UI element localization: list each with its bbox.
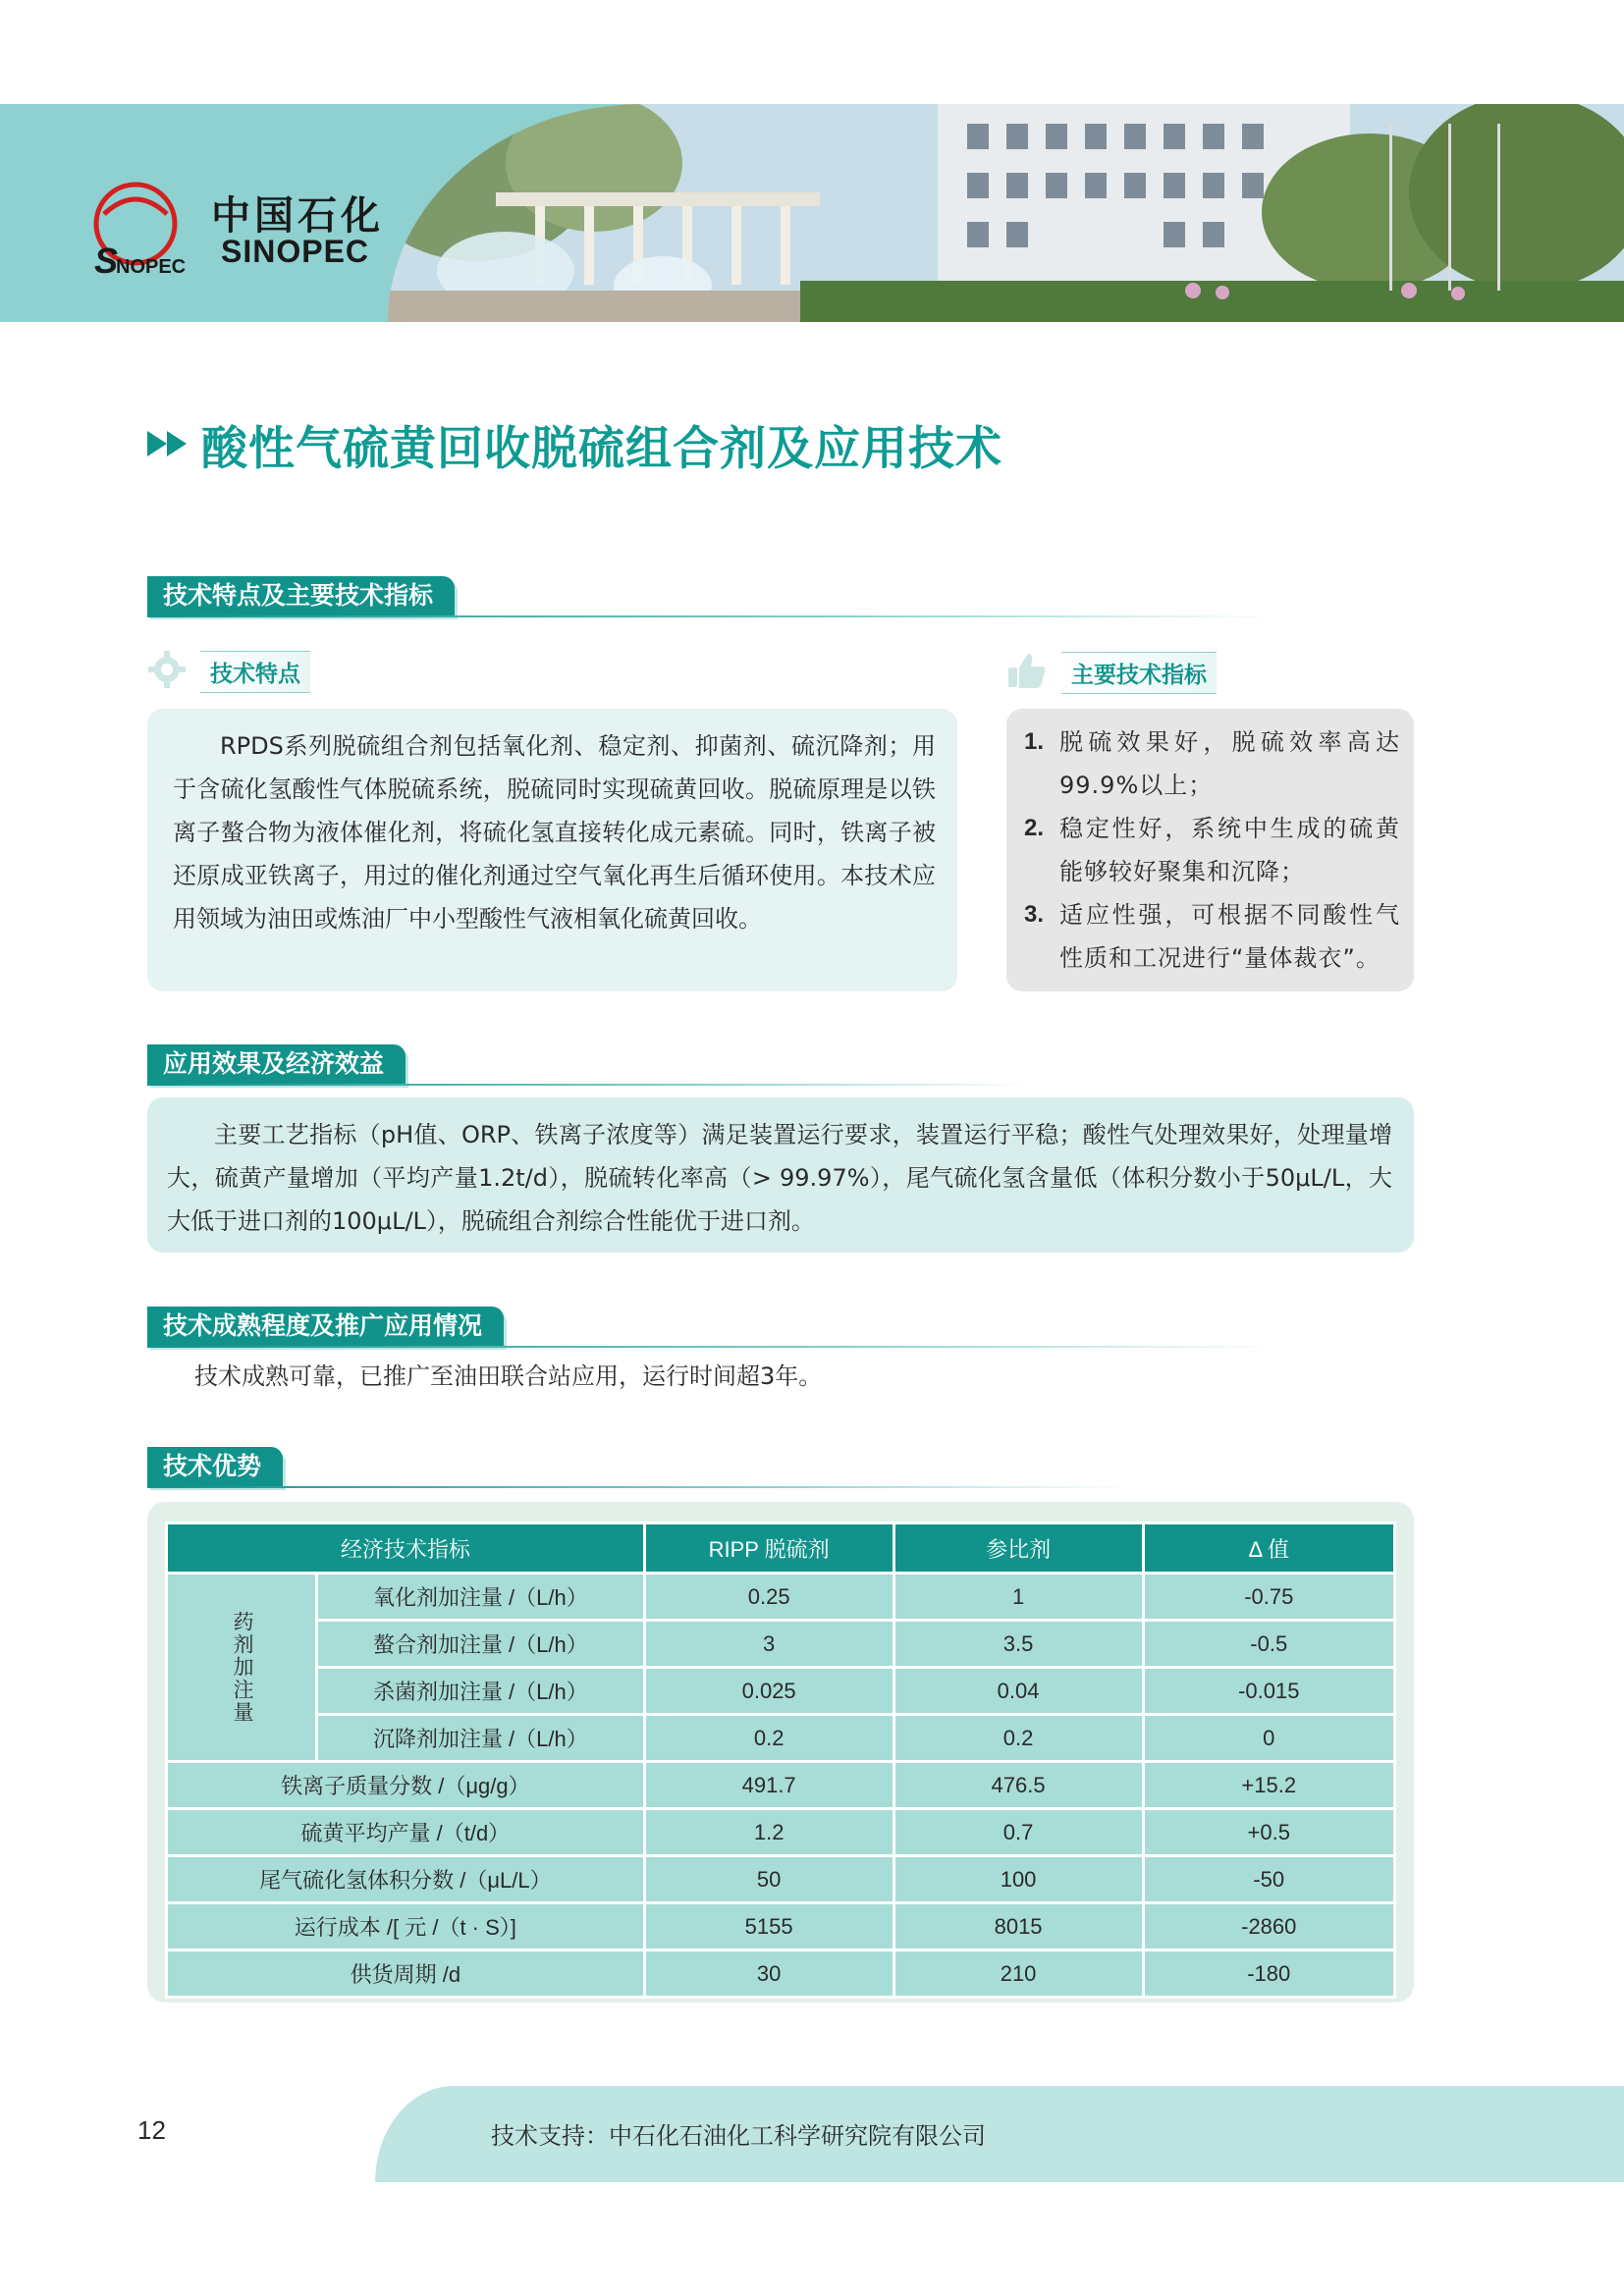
table-cell: -50 <box>1143 1856 1394 1903</box>
section-divider <box>147 615 1276 617</box>
indicator-number: 3. <box>1024 901 1045 928</box>
features-box <box>147 709 957 991</box>
table-cell: 沉降剂加注量 /（L/h） <box>317 1715 645 1762</box>
table-cell: 铁离子质量分数 /（μg/g） <box>167 1762 645 1809</box>
svg-text:S: S <box>94 240 119 281</box>
section-heading-label: 技术优势 <box>147 1447 283 1486</box>
indicator-item <box>1024 721 1400 807</box>
table-cell: 210 <box>893 1950 1143 1998</box>
table-row <box>167 1856 1395 1903</box>
table-cell: -0.015 <box>1143 1668 1394 1715</box>
campus-photo-illustration <box>388 104 1624 322</box>
table-row <box>167 1950 1395 1998</box>
section-heading-features <box>147 574 1276 617</box>
page-number: 12 <box>137 2115 166 2145</box>
subhead-indicators-label: 主要技术指标 <box>1061 652 1217 694</box>
table-cell: 0 <box>1143 1715 1394 1762</box>
table-row <box>167 1809 1395 1856</box>
indicator-item <box>1024 807 1400 893</box>
table-cell: 491.7 <box>644 1762 893 1809</box>
table-cell: 供货周期 /d <box>167 1950 645 1998</box>
section-divider <box>147 1486 1129 1488</box>
table-cell: 3.5 <box>893 1621 1143 1668</box>
section-heading-label: 技术特点及主要技术指标 <box>147 576 455 615</box>
indicator-number: 1. <box>1024 728 1045 755</box>
table-cell: 0.2 <box>644 1715 893 1762</box>
table-cell: 100 <box>893 1856 1143 1903</box>
table-header-cell: 经济技术指标 <box>167 1523 645 1574</box>
section-divider <box>147 1346 1276 1348</box>
effect-box <box>147 1097 1414 1253</box>
sinopec-logo-icon <box>86 175 194 287</box>
section-divider <box>147 1084 1031 1086</box>
svg-text:NOPEC: NOPEC <box>116 256 187 278</box>
table-cell: 5155 <box>644 1903 893 1950</box>
table-cell: 8015 <box>893 1903 1143 1950</box>
table-row <box>167 1903 1395 1950</box>
advantage-table <box>165 1522 1396 1999</box>
effect-text: 主要工艺指标（pH值、ORP、铁离子浓度等）满足装置运行要求，装置运行平稳；酸性气处理效果好，处理量增大，硫黄产量增加（平均产量1.2t/d），脱硫转化率高（> 99.97%），尾气硫化氢含量低（体积分数小于50μL/L，大大低于进口剂的100μL/L），脱硫组合剂综合性能优于进口剂。 <box>167 1121 1392 1235</box>
section-heading-effect <box>147 1042 1276 1086</box>
table-header-cell: 参比剂 <box>893 1523 1143 1574</box>
gear-icon <box>147 650 187 693</box>
table-cell: 尾气硫化氢体积分数 /（μL/L） <box>167 1856 645 1903</box>
thumbs-up-icon <box>1006 650 1048 695</box>
table-header-cell: RIPP 脱硫剂 <box>644 1523 893 1574</box>
section-heading-advantage <box>147 1445 1129 1488</box>
table-cell: 476.5 <box>893 1762 1143 1809</box>
table-row <box>167 1715 1395 1762</box>
table-row <box>167 1574 1395 1621</box>
table-cell: -2860 <box>1143 1903 1394 1950</box>
table-cell: 50 <box>644 1856 893 1903</box>
table-cell: 0.25 <box>644 1574 893 1621</box>
indicator-text: 适应性强，可根据不同酸性气性质和工况进行“量体裁衣”。 <box>1059 901 1400 972</box>
indicator-item <box>1024 893 1400 980</box>
table-cell: 1.2 <box>644 1809 893 1856</box>
section-heading-maturity <box>147 1305 1276 1348</box>
indicator-text: 脱硫效果好，脱硫效率高达99.9%以上； <box>1059 728 1400 799</box>
subhead-features <box>147 650 310 693</box>
table-header-cell: Δ 值 <box>1143 1523 1394 1574</box>
indicators-box <box>1006 709 1414 991</box>
table-cell: 运行成本 /[ 元 /（t · S）] <box>167 1903 645 1950</box>
row-group-label: 药剂加注量 <box>167 1574 317 1762</box>
table-row <box>167 1621 1395 1668</box>
table-cell: 1 <box>893 1574 1143 1621</box>
table-cell: -180 <box>1143 1950 1394 1998</box>
indicator-text: 稳定性好，系统中生成的硫黄能够较好聚集和沉降； <box>1059 815 1400 885</box>
table-cell: 硫黄平均产量 /（t/d） <box>167 1809 645 1856</box>
table-cell: 30 <box>644 1950 893 1998</box>
table-row <box>167 1762 1395 1809</box>
maturity-text: 技术成熟可靠，已推广至油田联合站应用，运行时间超3年。 <box>194 1362 823 1390</box>
table-cell: +0.5 <box>1143 1809 1394 1856</box>
table-cell: 0.025 <box>644 1668 893 1715</box>
footer-support-text: 技术支持：中石化石油化工科学研究院有限公司 <box>491 2122 986 2150</box>
logo-english-name: SINOPEC <box>221 234 370 269</box>
table-header-row <box>167 1523 1395 1574</box>
table-cell: 3 <box>644 1621 893 1668</box>
advantage-table-panel <box>147 1502 1414 2002</box>
table-cell: 螯合剂加注量 /（L/h） <box>317 1621 645 1668</box>
table-cell: 0.2 <box>893 1715 1143 1762</box>
indicator-number: 2. <box>1024 815 1045 841</box>
table-cell: 氧化剂加注量 /（L/h） <box>317 1574 645 1621</box>
subhead-features-label: 技术特点 <box>200 651 310 693</box>
table-cell: -0.75 <box>1143 1574 1394 1621</box>
page-title: 酸性气硫黄回收脱硫组合剂及应用技术 <box>201 422 1002 476</box>
logo-chinese-name: 中国石化 <box>211 192 384 239</box>
table-cell: 0.04 <box>893 1668 1143 1715</box>
features-text: RPDS系列脱硫组合剂包括氧化剂、稳定剂、抑菌剂、硫沉降剂；用于含硫化氢酸性气体脱硫系统，脱硫同时实现硫黄回收。脱硫原理是以铁离子螯合物为液体催化剂，将硫化氢直接转化成元素硫。同时，铁离子被还原成亚铁离子，用过的催化剂通过空气氧化再生后循环使用。本技术应用领域为油田或炼油厂中小型酸性气液相氧化硫黄回收。 <box>173 732 936 933</box>
table-cell: 0.7 <box>893 1809 1143 1856</box>
table-cell: +15.2 <box>1143 1762 1394 1809</box>
header-photo <box>388 104 1624 322</box>
section-heading-label: 技术成熟程度及推广应用情况 <box>147 1307 504 1346</box>
subhead-indicators <box>1006 650 1217 695</box>
table-cell: 杀菌剂加注量 /（L/h） <box>317 1668 645 1715</box>
table-cell: -0.5 <box>1143 1621 1394 1668</box>
double-arrow-icon <box>147 429 190 462</box>
section-heading-label: 应用效果及经济效益 <box>147 1044 406 1084</box>
table-row <box>167 1668 1395 1715</box>
